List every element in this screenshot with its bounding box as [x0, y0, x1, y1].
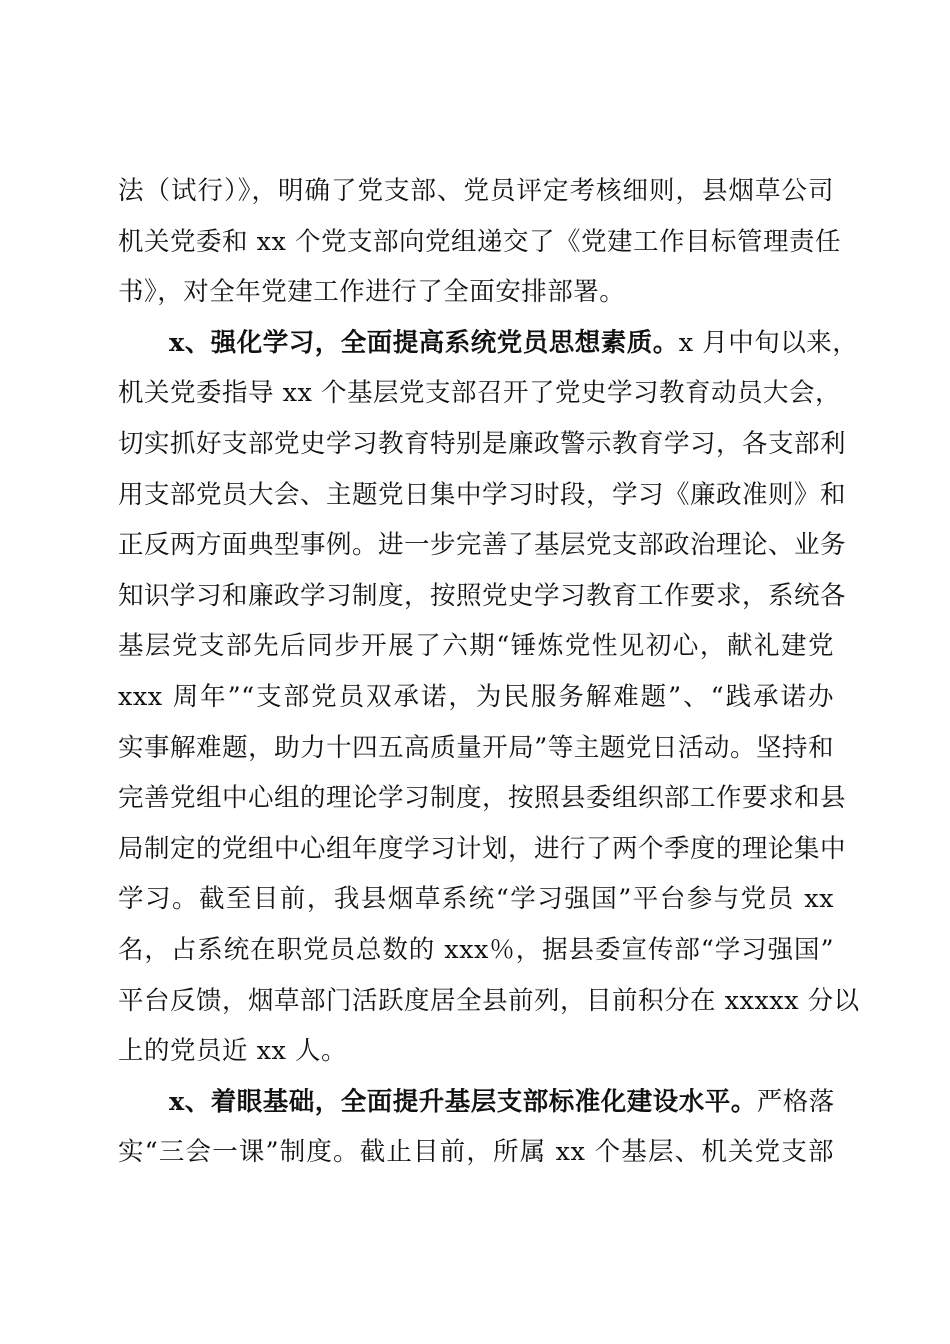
text-line: 基层党支部先后同步开展了六期“锤炼党性见初心，献礼建党: [118, 631, 834, 662]
paragraph-1: [118, 166, 841, 318]
text-line-first: [118, 1077, 834, 1128]
text-line: 书》，对全年党建工作进行了全面安排部署。: [118, 277, 626, 308]
text-line: 正反两方面典型事例。进一步完善了基层党支部政治理论、业务: [118, 530, 847, 561]
text-line: 机关党委和 xx 个党支部向党组递交了《党建工作目标管理责任: [118, 226, 841, 257]
paragraph-3: [118, 1077, 834, 1178]
text-line: 局制定的党组中心组年度学习计划，进行了两个季度的理论集中: [118, 833, 847, 864]
section-heading: x、强化学习，全面提高系统党员思想素质。: [169, 327, 679, 358]
text-line: 名，占系统在职党员总数的 xxx％，据县委宣传部“学习强国”: [118, 934, 834, 965]
section-heading: x、着眼基础，全面提升基层支部标准化建设水平。: [169, 1086, 757, 1117]
text-line: 用支部党员大会、主题党日集中学习时段，学习《廉政准则》和: [118, 479, 847, 510]
text-line: 实事解难题，助力十四五高质量开局”等主题党日活动。坚持和: [118, 732, 834, 763]
text-line: 切实抓好支部党史学习教育特别是廉政警示教育学习，各支部利: [118, 428, 847, 459]
text-line: 知识学习和廉政学习制度，按照党史学习教育工作要求，系统各: [118, 580, 847, 611]
text-line-first: [118, 318, 859, 369]
text-line: 上的党员近 xx 人。: [118, 1036, 347, 1067]
text-line: 学习。截至目前，我县烟草系统“学习强国”平台参与党员 xx: [118, 884, 834, 915]
text-line: 平台反馈，烟草部门活跃度居全县前列，目前积分在 xxxxx 分以: [118, 985, 860, 1016]
text-line: 机关党委指导 xx 个基层党支部召开了党史学习教育动员大会，: [118, 378, 841, 409]
text-line: 法（试行）》，明确了党支部、党员评定考核细则，县烟草公司: [118, 176, 834, 206]
text-run: x 月中旬以来，: [678, 327, 859, 358]
text-line: 完善党组中心组的理论学习制度，按照县委组织部工作要求和县: [118, 783, 847, 814]
text-run: 严格落: [756, 1086, 835, 1117]
document-page: [118, 166, 860, 1178]
text-line: xxx 周年”“支部党员双承诺，为民服务解难题”、“践承诺办: [118, 681, 834, 712]
paragraph-2: [118, 318, 860, 1077]
text-line: 实“三会一课”制度。截止目前，所属 xx 个基层、机关党支部: [118, 1137, 834, 1168]
